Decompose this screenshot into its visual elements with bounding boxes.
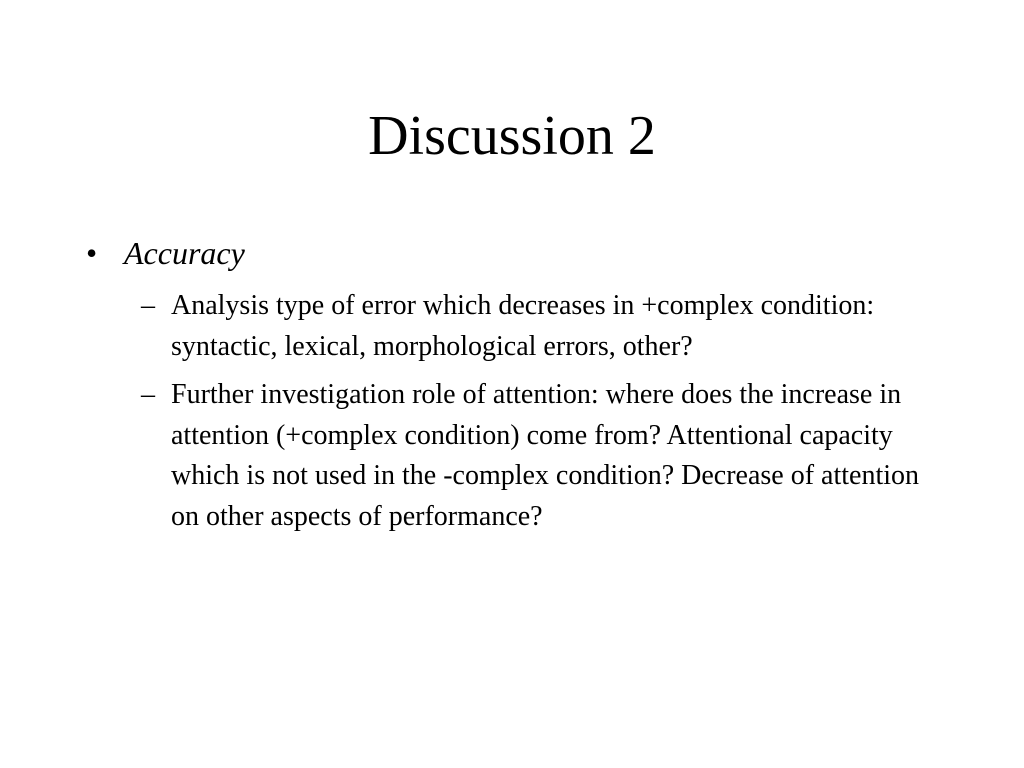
sub-bullet-item — [141, 286, 951, 367]
sub-bullet-text: Analysis type of error which decreases in +complex condition: syntactic, lexical, morphological errors, other? — [171, 290, 875, 362]
bullet-level1 — [86, 232, 1024, 274]
bullet-list — [0, 232, 1024, 545]
dash-icon: – — [141, 290, 155, 321]
sub-bullet-list — [0, 286, 1024, 537]
bullet-dot-icon: • — [86, 235, 98, 271]
dash-icon: – — [141, 379, 155, 410]
slide-title: Discussion 2 — [368, 105, 656, 167]
bullet-text: Accuracy — [124, 235, 245, 271]
bullet-item — [0, 232, 1024, 537]
sub-bullet-text: Further investigation role of attention: where does the increase in attention (+complex condition) come from? Attentional capacity which is not used in the -complex condition? Decrease of attention on other aspects of performance? — [171, 379, 920, 532]
sub-bullet-item — [141, 375, 951, 537]
